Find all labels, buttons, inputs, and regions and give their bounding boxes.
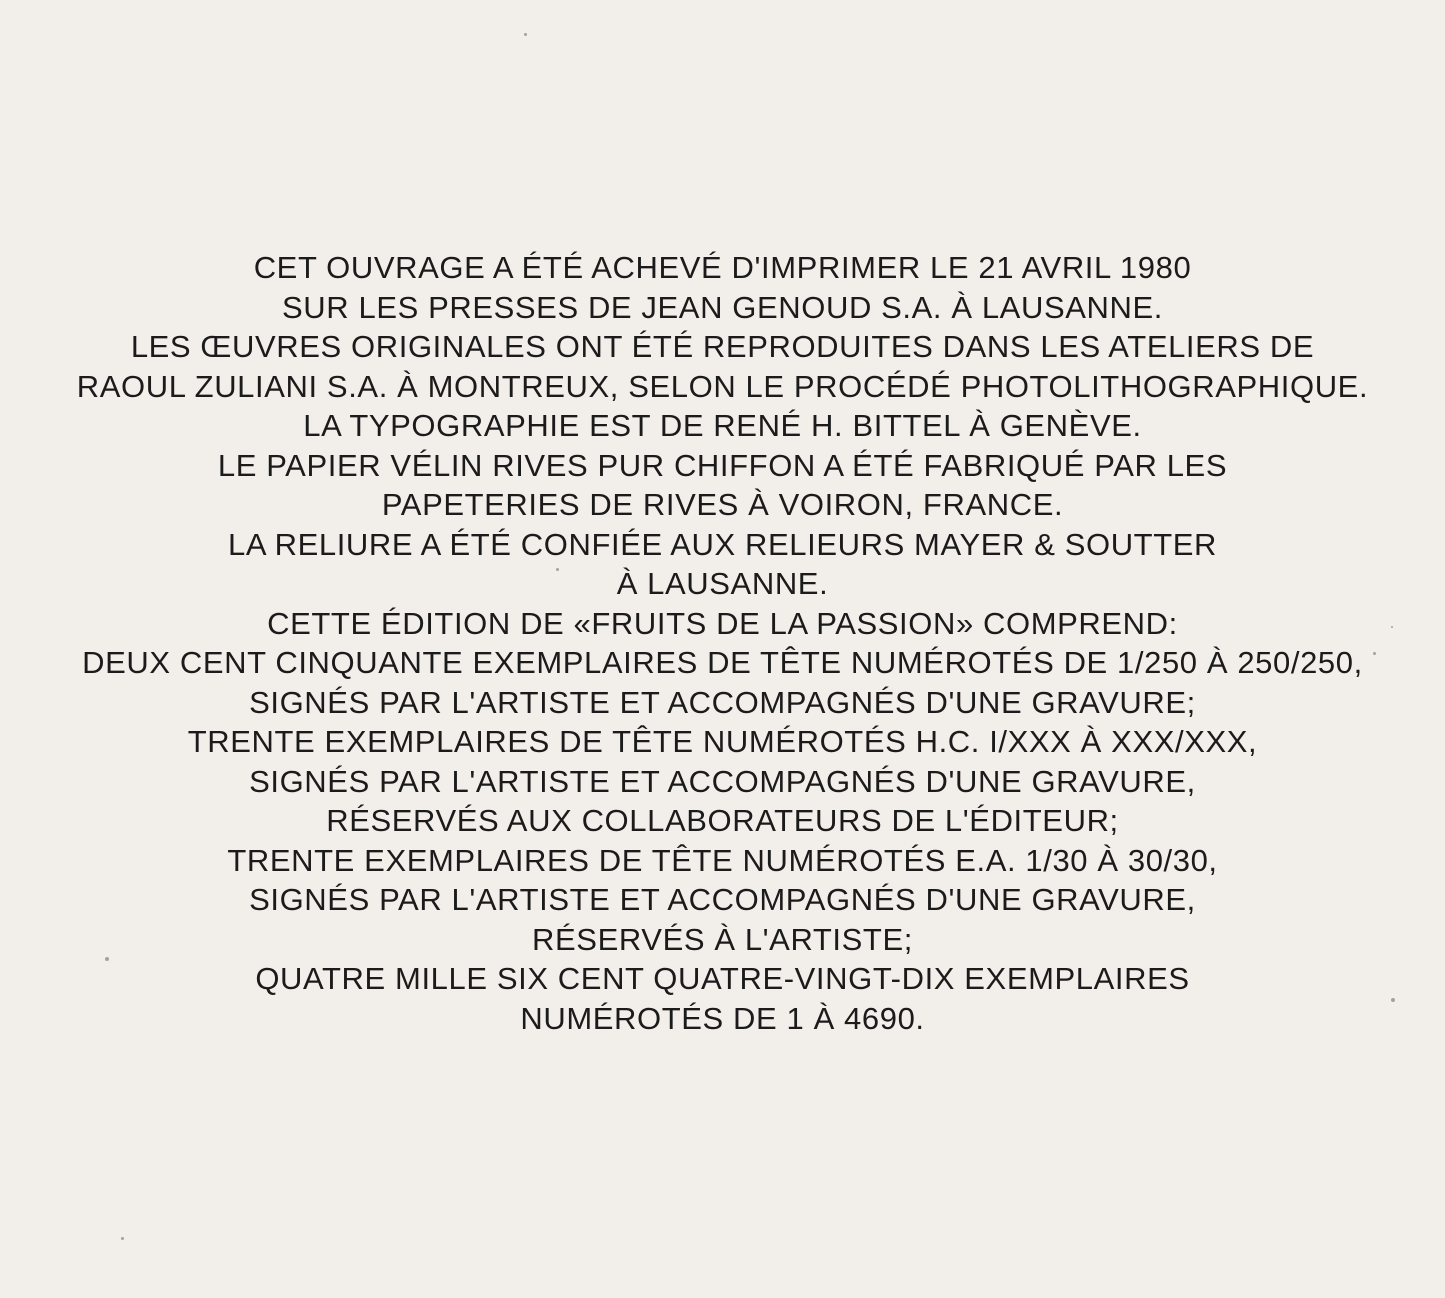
colophon-line: RÉSERVÉS AUX COLLABORATEURS DE L'ÉDITEUR;	[326, 803, 1119, 838]
colophon-line: QUATRE MILLE SIX CENT QUATRE-VINGT-DIX EXEMPLAIRES	[255, 961, 1190, 996]
colophon-line: SUR LES PRESSES DE JEAN GENOUD S.A. À LAUSANNE.	[282, 289, 1163, 325]
colophon-line: TRENTE EXEMPLAIRES DE TÊTE NUMÉROTÉS E.A. 1/30 À 30/30,	[227, 842, 1218, 878]
colophon-line: SIGNÉS PAR L'ARTISTE ET ACCOMPAGNÉS D'UNE GRAVURE,	[249, 763, 1196, 799]
paper-speckle	[121, 1237, 124, 1240]
colophon-line: CET OUVRAGE A ÉTÉ ACHEVÉ D'IMPRIMER LE 21 AVRIL 1980	[253, 250, 1192, 285]
paper-speckle	[524, 33, 527, 36]
colophon-line: RAOUL ZULIANI S.A. À MONTREUX, SELON LE PROCÉDÉ PHOTOLITHOGRAPHIQUE.	[76, 368, 1369, 404]
colophon-line: LA RELIURE A ÉTÉ CONFIÉE AUX RELIEURS MAYER & SOUTTER	[227, 526, 1218, 562]
colophon-text-block	[0, 248, 1445, 1038]
colophon-line: NUMÉROTÉS DE 1 À 4690.	[520, 1000, 925, 1036]
colophon-line: TRENTE EXEMPLAIRES DE TÊTE NUMÉROTÉS H.C. I/XXX À XXX/XXX,	[187, 724, 1258, 759]
colophon-line: LES ŒUVRES ORIGINALES ONT ÉTÉ REPRODUITES DANS LES ATELIERS DE	[130, 329, 1315, 364]
colophon-line: LA TYPOGRAPHIE EST DE RENÉ H. BITTEL À GENÈVE.	[303, 408, 1142, 443]
colophon-line: SIGNÉS PAR L'ARTISTE ET ACCOMPAGNÉS D'UNE GRAVURE;	[249, 684, 1196, 720]
colophon-line: RÉSERVÉS À L'ARTISTE;	[532, 921, 913, 957]
colophon-line: LE PAPIER VÉLIN RIVES PUR CHIFFON A ÉTÉ FABRIQUÉ PAR LES	[217, 447, 1228, 483]
colophon-line: SIGNÉS PAR L'ARTISTE ET ACCOMPAGNÉS D'UNE GRAVURE,	[249, 882, 1196, 917]
colophon-line: À LAUSANNE.	[616, 566, 829, 601]
colophon-line: CETTE ÉDITION DE «FRUITS DE LA PASSION» COMPREND:	[267, 605, 1178, 641]
colophon-line: DEUX CENT CINQUANTE EXEMPLAIRES DE TÊTE NUMÉROTÉS DE 1/250 À 250/250,	[82, 645, 1363, 680]
colophon-line: PAPETERIES DE RIVES À VOIRON, FRANCE.	[381, 487, 1064, 522]
